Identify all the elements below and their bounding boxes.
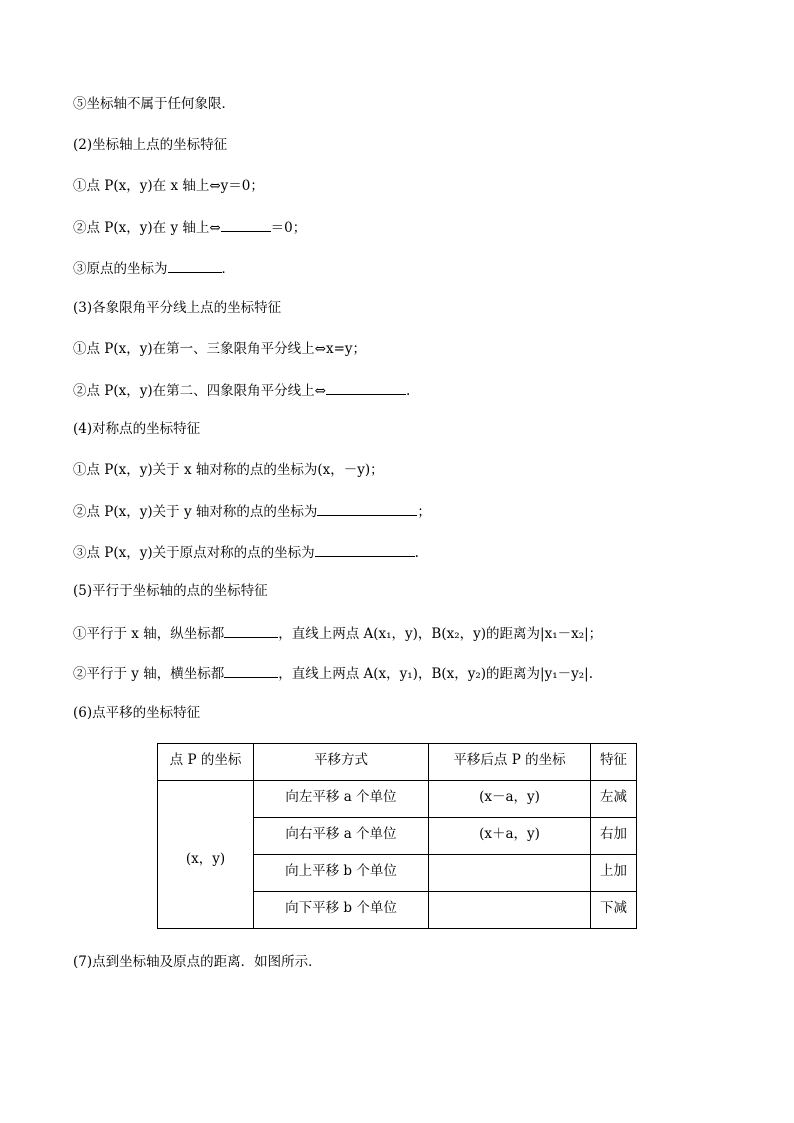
answer-blank [168,258,222,273]
text-span: (7)点到坐标轴及原点的距离．如图所示． [73,954,322,970]
text-span: (4)对称点的坐标特征 [73,421,201,437]
section-heading [73,420,200,438]
text-span: ⑤坐标轴不属于任何象限． [73,96,235,112]
text-span: ②点 P(x，y)关于 y 轴对称的点的坐标为 [73,504,318,520]
text-span: . [414,545,419,561]
text-span: ． [221,261,235,277]
text-line [73,258,235,278]
text-span: ①点 P(x，y)在第一、三象限角平分线上⇔x=y； [73,341,367,357]
text-line [73,461,384,479]
table-cell: 向左平移 a 个单位 [254,781,429,818]
translation-table [157,743,637,929]
table-cell: 上加 [591,855,637,892]
section-heading [73,299,281,317]
text-span: ①点 P(x，y)在 x 轴上⇔y＝0； [73,178,264,194]
text-span: ③原点的坐标为 [73,261,168,277]
text-line [73,380,410,400]
text-span: ； [417,504,431,520]
table-cell: (x－a，y) [429,781,591,818]
text-span: ②点 P(x，y)在 y 轴上⇔ [73,220,221,236]
text-line [73,177,264,195]
text-span: . [405,383,411,399]
text-span: ，直线上两点 A(x₁，y)，B(x₂，y)的距离为|x₁－x₂|； [278,626,603,642]
answer-blank [317,501,417,516]
table-header-row [158,744,637,781]
text-span: (6)点平移的坐标特征 [73,705,201,721]
table-cell [429,855,591,892]
section-heading [73,704,200,722]
answer-blank [221,217,271,232]
text-span: ①平行于 x 轴，纵坐标都 [73,626,225,642]
section-heading [73,136,227,154]
table-row [158,781,637,818]
text-span: (2)坐标轴上点的坐标特征 [73,137,228,153]
table-header: 特征 [591,744,637,781]
table-cell: 左减 [591,781,637,818]
table-cell: 右加 [591,818,637,855]
text-span: ②平行于 y 轴，横坐标都 [73,666,225,682]
text-span: ②点 P(x，y)在第二、四象限角平分线上⇔ [73,383,326,399]
text-span: ③点 P(x，y)关于原点对称的点的坐标为 [73,545,315,561]
table-header: 点 P 的坐标 [158,744,254,781]
table-cell-coordinate: (x，y) [158,781,254,929]
section-heading [73,953,322,971]
table-header: 平移后点 P 的坐标 [429,744,591,781]
table-header: 平移方式 [254,744,429,781]
table-cell [429,892,591,929]
table-cell: 下减 [591,892,637,929]
answer-blank [224,663,278,678]
text-line [73,542,419,562]
text-line [73,623,602,643]
table-cell: 向下平移 b 个单位 [254,892,429,929]
text-line [73,501,431,521]
answer-blank [326,380,406,395]
text-line [73,217,306,237]
answer-blank [315,542,415,557]
table-cell: 向上平移 b 个单位 [254,855,429,892]
section-heading [73,582,268,600]
answer-blank [224,623,278,638]
text-span: ①点 P(x，y)关于 x 轴对称的点的坐标为(x，－y)； [73,462,384,478]
text-line [73,663,593,683]
text-span: ，直线上两点 A(x，y₁)，B(x，y₂)的距离为|y₁－y₂|. [278,666,594,682]
table-cell: 向右平移 a 个单位 [254,818,429,855]
text-line [73,95,235,113]
text-span: (3)各象限角平分线上点的坐标特征 [73,300,282,316]
text-span: (5)平行于坐标轴的点的坐标特征 [73,583,268,599]
table-cell: (x＋a，y) [429,818,591,855]
text-span: ＝0； [270,220,307,236]
text-line [73,340,366,358]
